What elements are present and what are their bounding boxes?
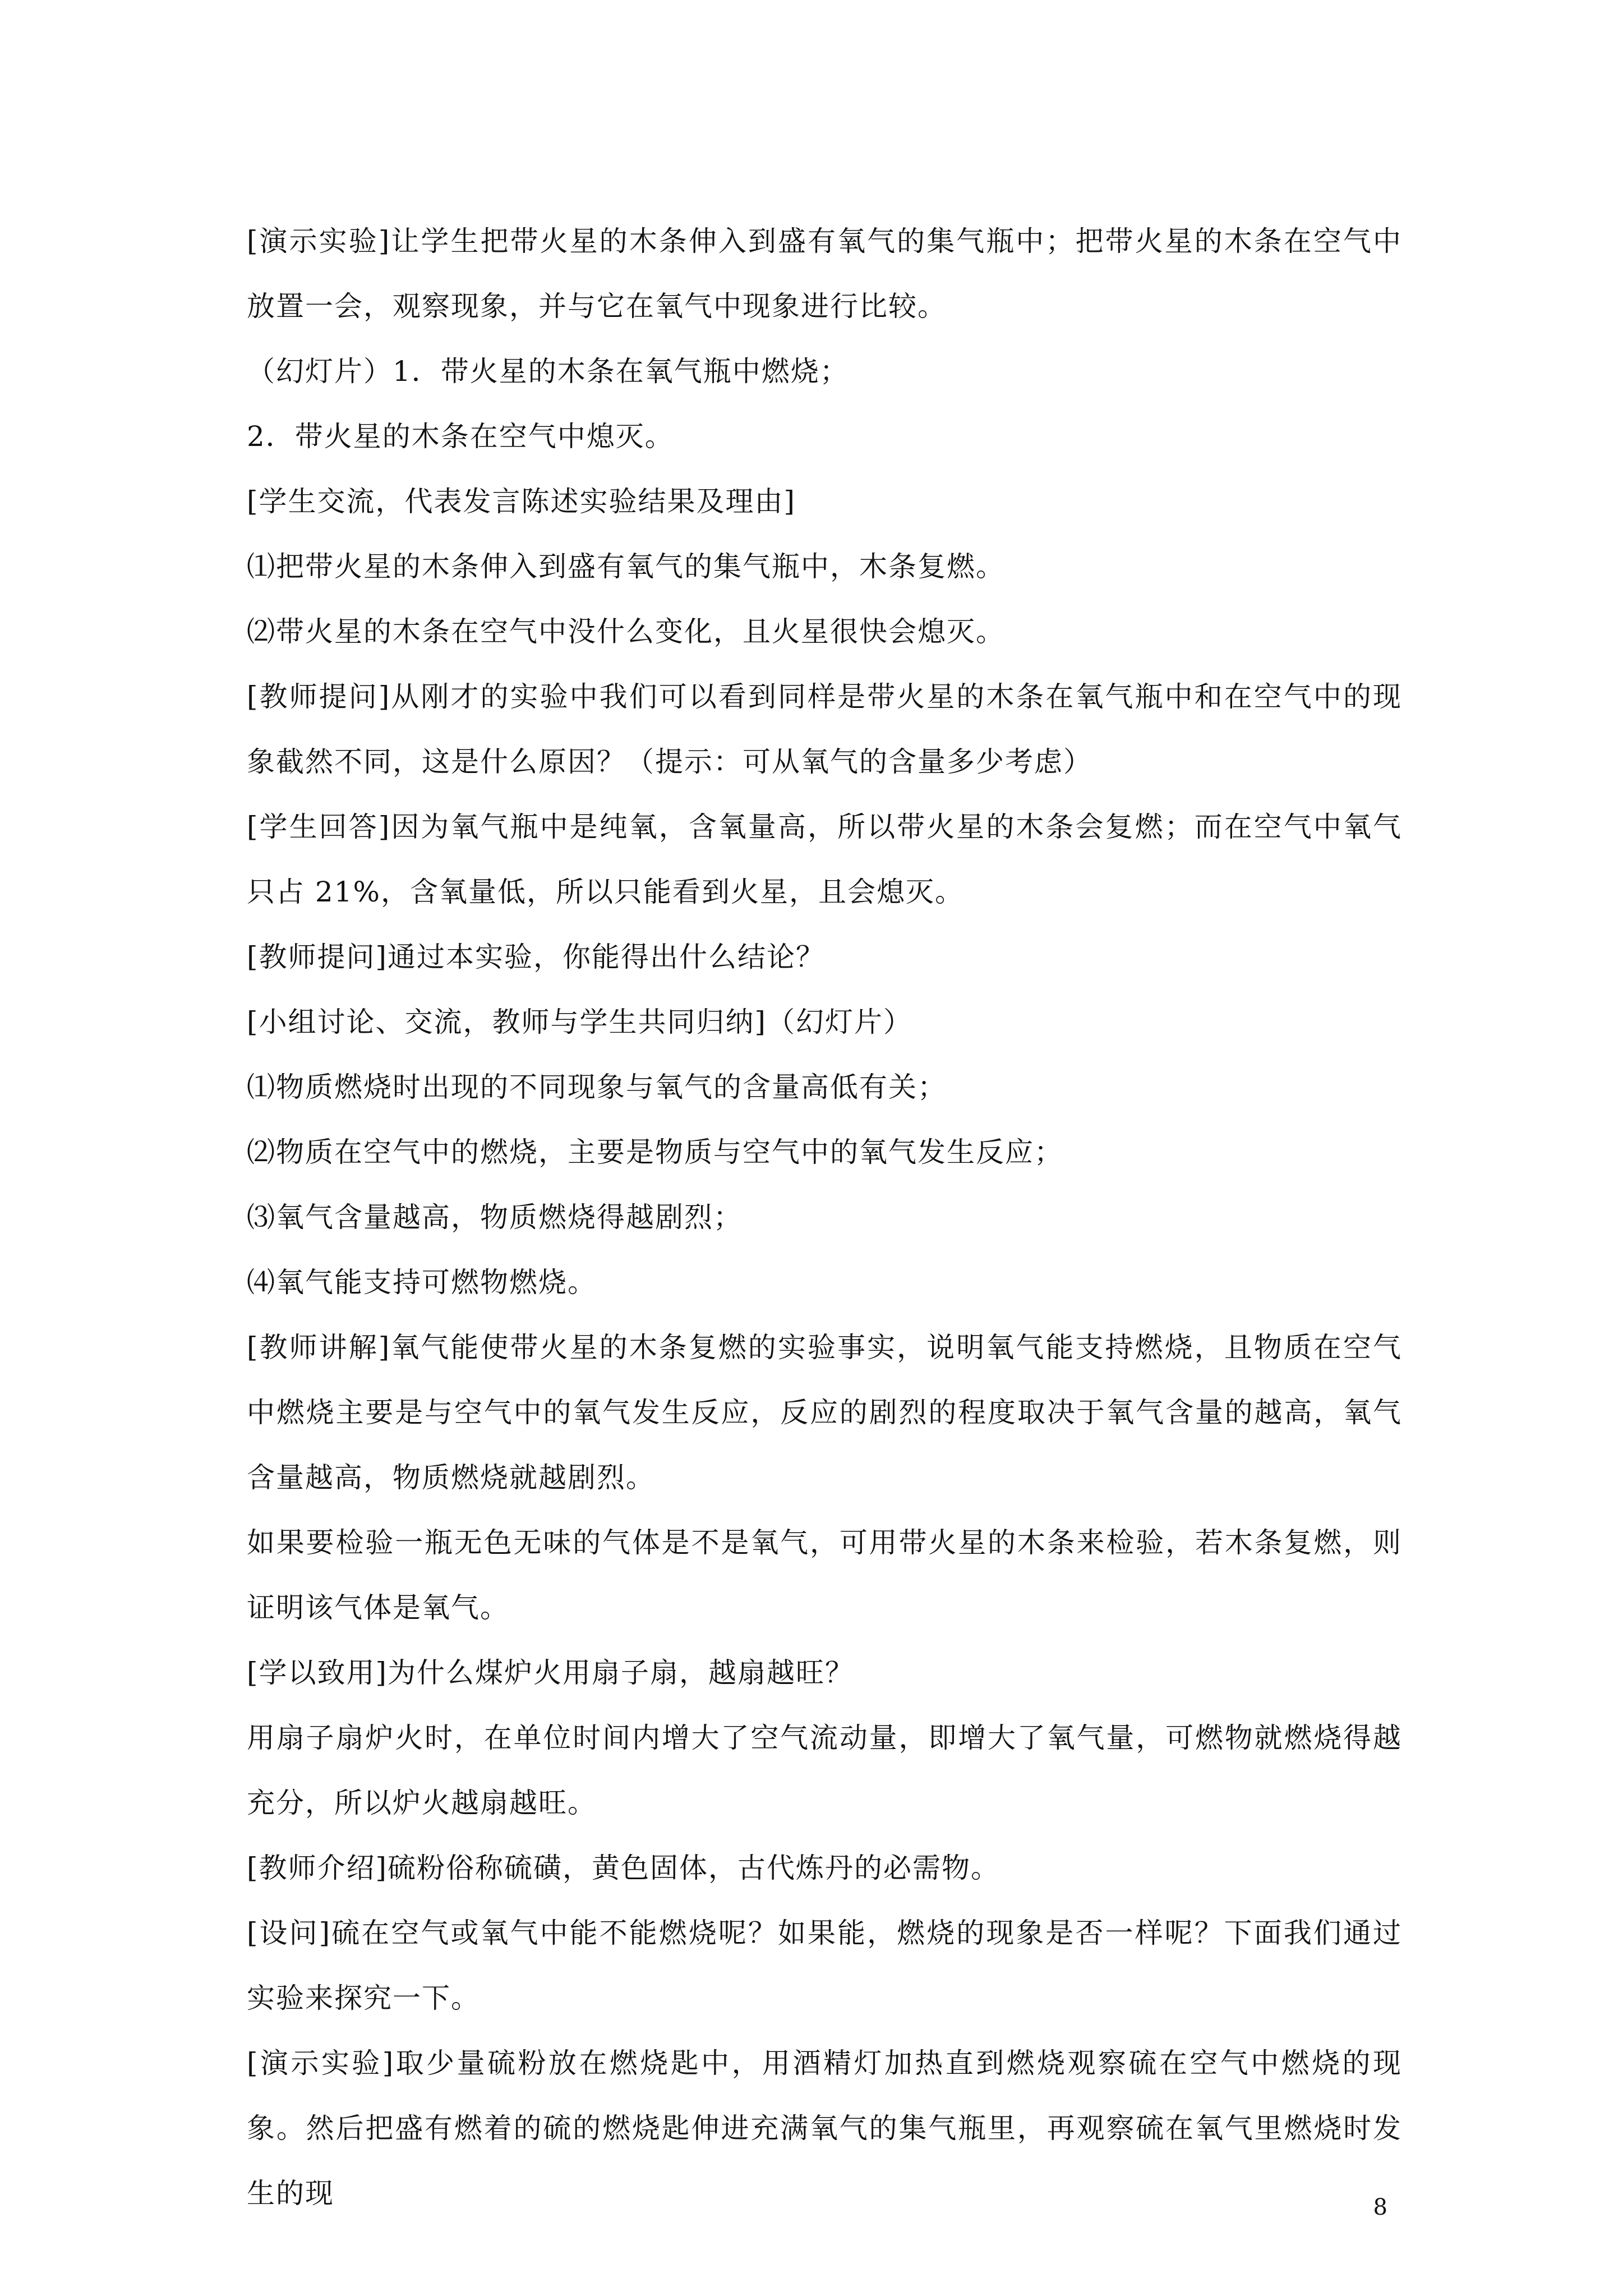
paragraph-fan-explanation: 用扇子扇炉火时，在单位时间内增大了空气流动量，即增大了氧气量，可燃物就燃烧得越充分，所以炉火越扇越旺。: [247, 1722, 1402, 1819]
paragraph-result-2: ⑵带火星的木条在空气中没什么变化，且火星很快会熄灭。: [247, 615, 1005, 648]
paragraph-conclusion-2: ⑵物质在空气中的燃烧，主要是物质与空气中的氧气发生反应；: [247, 1136, 1063, 1168]
paragraph-apply-learning: [学以致用]为什么煤炉火用扇子扇，越扇越旺？: [247, 1657, 855, 1689]
paragraph-group-discussion: [小组讨论、交流，教师与学生共同归纳]（幻灯片）: [247, 1006, 913, 1038]
paragraph-conclusion-4: ⑷氧气能支持可燃物燃烧。: [247, 1266, 597, 1299]
paragraph-demo-experiment: [演示实验]让学生把带火星的木条伸入到盛有氧气的集气瓶中；把带火星的木条在空气中放置一会，观察现象，并与它在氧气中现象进行比较。: [247, 225, 1402, 323]
paragraph-slide-point-2: 2．带火星的木条在空气中熄灭。: [247, 420, 674, 453]
paragraph-student-exchange: [学生交流，代表发言陈述实验结果及理由]: [247, 485, 796, 518]
paragraph-teacher-introduction: [教师介绍]硫粉俗称硫磺，黄色固体，古代炼丹的必需物。: [247, 1852, 1000, 1884]
page-body: [247, 209, 1402, 2226]
page-number: 8: [1373, 2194, 1387, 2220]
paragraph-teacher-question-2: [教师提问]通过本实验，你能得出什么结论？: [247, 941, 826, 973]
paragraph-result-1: ⑴把带火星的木条伸入到盛有氧气的集气瓶中，木条复燃。: [247, 550, 1005, 583]
paragraph-student-answer: [学生回答]因为氧气瓶中是纯氧，含氧量高，所以带火星的木条会复燃；而在空气中氧气只占 21%，含氧量低，所以只能看到火星，且会熄灭。: [247, 811, 1402, 908]
paragraph-conclusion-1: ⑴物质燃烧时出现的不同现象与氧气的含量高低有关；: [247, 1071, 947, 1103]
paragraph-teacher-question-1: [教师提问]从刚才的实验中我们可以看到同样是带火星的木条在氧气瓶中和在空气中的现象截然不同，这是什么原因？（提示：可从氧气的含量多少考虑）: [247, 680, 1402, 778]
paragraph-slide-point-1: （幻灯片）1．带火星的木条在氧气瓶中燃烧；: [247, 355, 849, 388]
paragraph-oxygen-test: 如果要检验一瓶无色无味的气体是不是氧气，可用带火星的木条来检验，若木条复燃，则证明该气体是氧气。: [247, 1526, 1402, 1624]
paragraph-teacher-explanation: [教师讲解]氧气能使带火星的木条复燃的实验事实，说明氧气能支持燃烧，且物质在空气中燃烧主要是与空气中的氧气发生反应，反应的剧烈的程度取决于氧气含量的越高，氧气含量越高，物质燃烧就越剧烈。: [247, 1331, 1402, 1494]
paragraph-conclusion-3: ⑶氧气含量越高，物质燃烧得越剧烈；: [247, 1201, 743, 1234]
paragraph-sulfur-experiment: [演示实验]取少量硫粉放在燃烧匙中，用酒精灯加热直到燃烧观察硫在空气中燃烧的现象。然后把盛有燃着的硫的燃烧匙伸进充满氧气的集气瓶里，再观察硫在氧气里燃烧时发生的现: [247, 2047, 1402, 2210]
paragraph-question: [设问]硫在空气或氧气中能不能燃烧呢？如果能，燃烧的现象是否一样呢？下面我们通过实验来探究一下。: [247, 1917, 1402, 2014]
